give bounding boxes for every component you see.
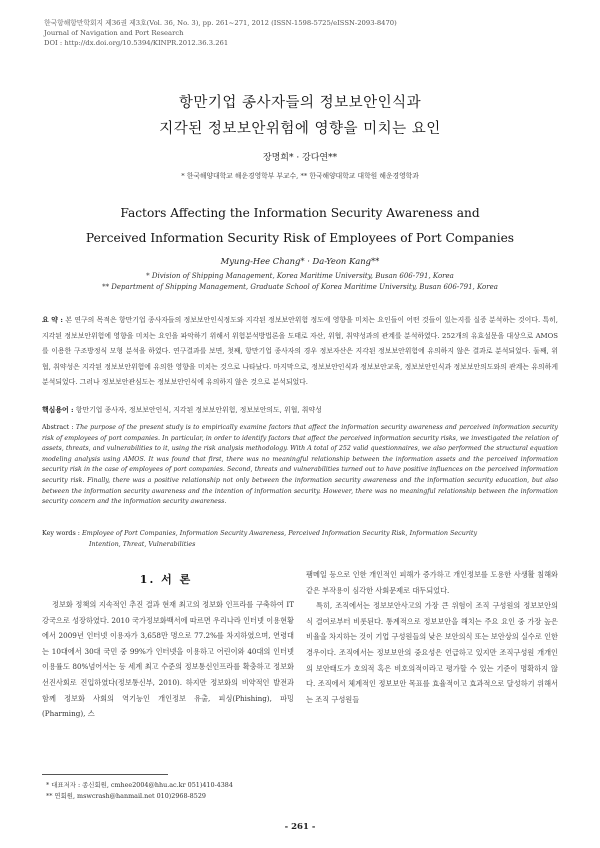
doi-link[interactable]: DOI : http://dx.doi.org/10.5394/KINPR.2012.36.3.261 (44, 39, 229, 47)
english-title-line1: Factors Affecting the Information Security Awareness and (120, 206, 480, 220)
journal-header (44, 18, 397, 48)
korean-title-line2: 지각된 정보보안위험에 영향을 미치는 요인 (159, 121, 441, 137)
english-affiliation-line2: ** Department of Shipping Management, Graduate School of Korea Maritime University, Busan 606-791, Korea (102, 283, 498, 291)
korean-keywords-label: 핵심용어 : (42, 406, 74, 414)
korean-keywords (42, 404, 558, 414)
korean-authors: 장명희* · 강다연** (262, 153, 338, 163)
korean-affiliation: * 한국해양대학교 해운경영학부 부교수, ** 한국해양대학교 대학원 해운경영학과 (181, 172, 419, 180)
body-column-left (42, 597, 294, 722)
korean-abstract (42, 313, 558, 391)
footnotes (46, 780, 233, 801)
journal-name: Journal of Navigation and Port Research (44, 29, 184, 37)
korean-title-line1: 항만기업 종사자들의 정보보안인식과 (178, 95, 422, 111)
page-number: - 261 - (284, 822, 316, 832)
korean-abstract-label: 요 약 : (42, 316, 63, 324)
korean-keywords-text: 항만기업 종사자, 정보보안인식, 지각된 정보보안위험, 정보보안의도, 위협, 취약성 (75, 406, 322, 414)
english-keywords-text-cont: Intention, Threat, Vulnerabilities (89, 539, 196, 548)
english-abstract-text: The purpose of the present study is to empirically examine factors that affect the information security awareness and perceived information security risk of employees of port companies. In particular, in order to identify factors that affect the perceived information security risks, we investigated the relation of assets, threats, and vulnerabilities to it, using the risk analysis methodology. With A total of 252 valid questionnaires, we also performed the structural equation modeling analysis using AMOS. It was found that first, there was no meaningful relationship between the information assets and the perceived information security risk in the case of employees of port companies. Second, threats and vulnerabilities turned out to have positive influences on the perceived information security risk. Finally, there was a positive relationship not only between the information security awareness and the information security education, but also between the information security awareness and the intention of information security. However, there was no meaningful relationship between the information security concern and the information security awareness. (42, 424, 558, 506)
korean-abstract-text: 본 연구의 목적은 항만기업 종사자들의 정보보안인식정도와 지각된 정보보안위험 정도에 영향을 미치는 요인들이 어떤 것들이 있는지를 실증 분석하는 것이다. 특히, 지각된 정보보안위험에 영향을 미치는 요인을 파악하기 위해서 위험분석방법론을 도태로 자산, 위협, 취약성과의 관계를 분석하였다. 252개의 유효설문을 대상으로 AMOS를 이용한 구조방정식 모형 분석을 하였다. 연구결과를 보면, 첫째, 항만기업 종사자의 경우 정보자산은 지각된 정보보안위험에 유의하지 않은 결과로 분석되었다. 둘째, 위협, 취약성은 지각된 정보보안위험에 유의한 영향을 미치는 것으로 나타났다. 마지막으로, 정보보안인식과 정보보안교육, 정보보안인식과 정보보안의도와의 관계는 유의하게 분석되었다. 그러나 정보보안관심도는 정보보안인식에 유의하지 않은 것으로 분석되었다. (42, 316, 558, 386)
footnote-divider (42, 774, 168, 775)
english-affiliation-line1: * Division of Shipping Management, Korea Maritime University, Busan 606-791, Korea (146, 272, 454, 280)
english-authors: Myung-Hee Chang* · Da-Yeon Kang** (220, 256, 380, 266)
english-abstract-label: Abstract : (42, 424, 74, 431)
english-affiliation (0, 271, 600, 293)
footnote-coauthor: ** 연회원, mswcrash@hanmail.net 010)2968-8529 (46, 791, 206, 800)
body-column-right (306, 567, 558, 707)
english-keywords-text: Employee of Port Companies, Information Security Awareness, Perceived Information Security Risk, Information Security (82, 529, 478, 537)
body-paragraph: 팸메일 등으로 인한 개인적인 피해가 증가하고 개인정보를 도용한 사생활 침해와 같은 부작용이 심각한 사회문제로 대두되었다. (306, 570, 558, 595)
body-paragraph: 특히, 조직에서는 정보보안사고의 가장 큰 위험이 조직 구성원의 정보보안의식 결여로부터 비롯된다. 통계적으로 정보보안을 해치는 주요 요인 중 가장 높은 비율을 차지하는 것이 기업 구성원들의 낮은 보안의식 또는 보안상의 실수로 인한 경우이다. 조직에서는 정보보안의 중요성은 언급하고 있지만 조직구성원 개개인의 보안태도가 호의적 혹은 비호의적이라고 평가할 수 있는 기준이 명확하지 않다. 조직에서 체계적인 정보보안 목표를 효율적이고 효과적으로 달성하기 위해서는 조직 구성원들 (306, 601, 558, 704)
english-abstract (42, 423, 558, 508)
english-title (0, 201, 600, 251)
body-paragraph: 정보화 정책의 지속적인 추진 결과 현재 최고의 정보화 인프라를 구축하여 IT강국으로 성장하였다. 2010 국가정보화백서에 따르면 우리나라 인터넷 이용현황에서 2009년 인터넷 이용자가 3,658만 명으로 77.2%를 차지하였으며, 연령대는 10대에서 30대 국민 중 99%가 인터넷을 이용하고 어린이와 40대의 인터넷 이용률도 80%넘어서는 등 세계 최고 수준의 정보통신인프라를 확충하고 정보화 선진사회로 진입하였다(정보통신부, 2010). 하지만 정보화의 비약적인 발전과 함께 정보화 사회의 역기능인 개인정보 유출, 피싱(Phishing), 파밍(Pharming), 스 (42, 600, 294, 719)
korean-title (0, 90, 600, 142)
footnote-corresponding-author: * 대표저자 : 종신회원, cmhee2004@hhu.ac.kr 051)410-4384 (46, 781, 233, 789)
section-heading: 1. 서 론 (139, 573, 193, 586)
english-keywords (42, 528, 558, 549)
journal-citation: 한국항해항만학회지 제36권 제3호(Vol. 36, No. 3), pp. 261~271, 2012 (ISSN-1598-5725/eISSN-2093-8470) (44, 19, 397, 27)
english-title-line2: Perceived Information Security Risk of Employees of Port Companies (85, 231, 515, 245)
english-keywords-label: Key words : (42, 529, 80, 537)
